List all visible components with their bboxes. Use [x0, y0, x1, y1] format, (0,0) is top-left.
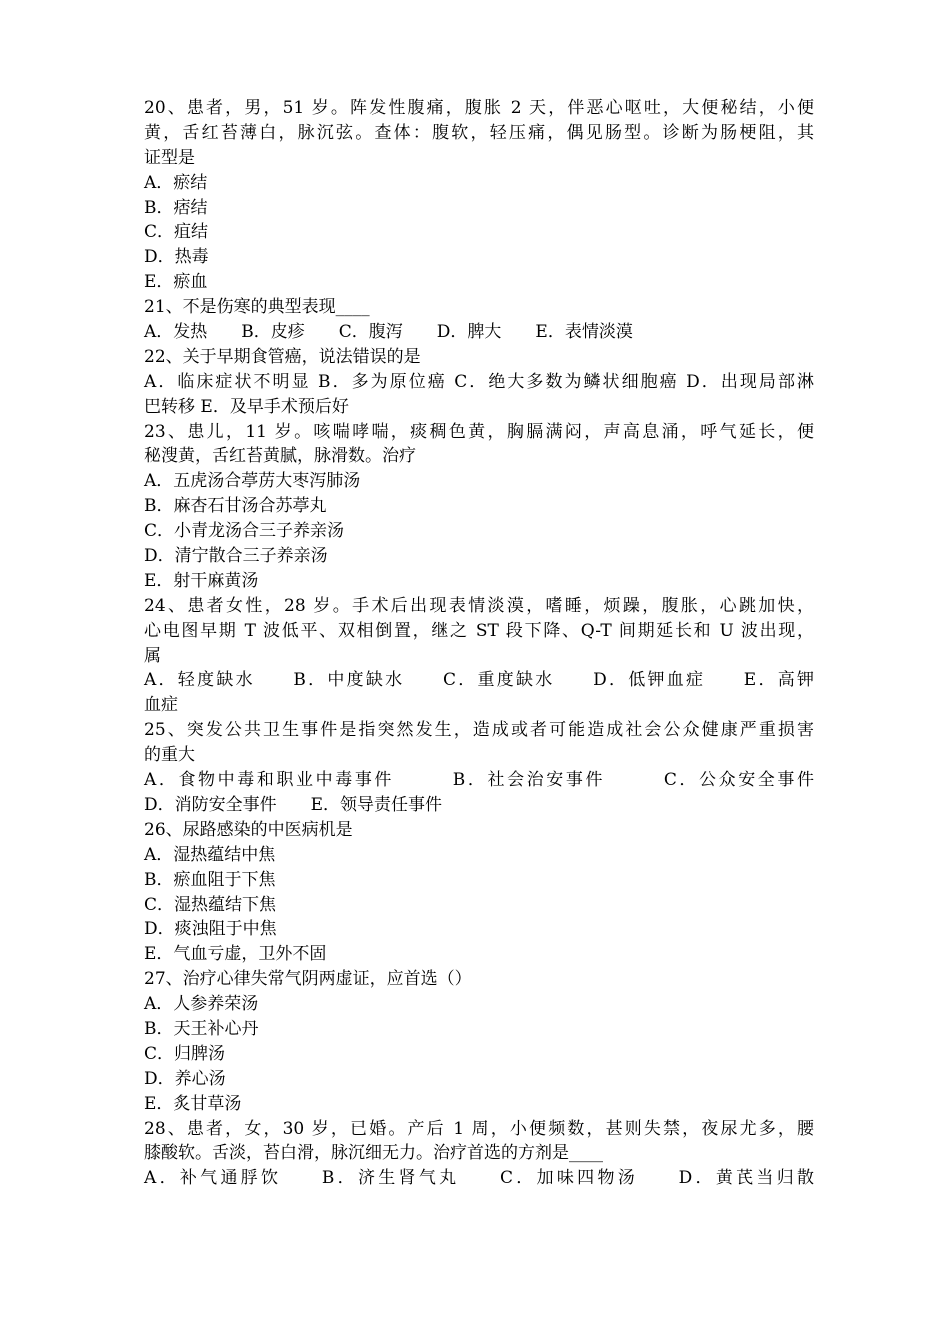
text-line: D．热毒: [144, 247, 209, 268]
text-line: 21、不是伤寒的典型表现____: [144, 297, 370, 318]
text-line: D．消防安全事件 E．领导责任事件: [144, 794, 443, 815]
text-line: 巴转移 E．及早手术预后好: [144, 396, 349, 417]
text-line: A．瘀结: [144, 172, 208, 193]
text-line: C．湿热蕴结下焦: [144, 894, 277, 915]
text-line: 的重大: [144, 745, 195, 766]
text-line: 22、关于早期食管癌，说法错误的是: [144, 346, 421, 367]
text-line: 心电图早期 T 波低平、双相倒置，继之 ST 段下降、Q-T 间期延长和 U 波出现，: [144, 620, 814, 641]
text-line: 26、尿路感染的中医病机是: [144, 819, 353, 840]
text-line: D．清宁散合三子养亲汤: [144, 546, 328, 567]
text-line: B．痞结: [144, 197, 208, 218]
text-line: 28、患者，女，30 岁，已婚。产后 1 周，小便频数，甚则失禁，夜尿尤多，腰: [144, 1118, 814, 1139]
text-line: 黄，舌红苔薄白，脉沉弦。查体：腹软，轻压痛，偶见肠型。诊断为肠梗阻，其: [144, 122, 814, 143]
text-line: A．临床症状不明显 B．多为原位癌 C．绝大多数为鳞状细胞癌 D．出现局部淋: [144, 371, 814, 392]
text-line: A．食物中毒和职业中毒事件 B．社会治安事件 C．公众安全事件: [144, 770, 814, 791]
text-line: B．天王补心丹: [144, 1018, 259, 1039]
text-line: A．补气通脬饮 B．济生肾气丸 C．加味四物汤 D．黄芪当归散: [144, 1168, 814, 1189]
text-line: 23、患儿，11 岁。咳喘哮喘，痰稠色黄，胸膈满闷，声高息涌，呼气延长，便: [144, 421, 814, 442]
text-line: A．轻度缺水 B．中度缺水 C．重度缺水 D．低钾血症 E．高钾: [144, 670, 814, 691]
text-line: 20、患者，男，51 岁。阵发性腹痛，腹胀 2 天，伴恶心呕吐，大便秘结，小便: [144, 98, 814, 118]
text-line: 24、患者女性，28 岁。手术后出现表情淡漠，嗜睡，烦躁，腹胀，心跳加快，: [144, 595, 814, 616]
text-line: 膝酸软。舌淡，苔白滑，脉沉细无力。治疗首选的方剂是____: [144, 1143, 603, 1164]
text-line: B．瘀血阻于下焦: [144, 869, 276, 890]
text-line: A．湿热蕴结中焦: [144, 844, 276, 865]
text-line: B．麻杏石甘汤合苏葶丸: [144, 496, 327, 517]
text-line: D．养心汤: [144, 1068, 226, 1089]
document-body: [144, 96, 814, 1191]
text-line: 血症: [144, 695, 178, 716]
text-line: A．人参养荣汤: [144, 994, 259, 1015]
text-line: 属: [144, 645, 161, 666]
text-line: 秘溲黄，舌红苔黄腻，脉滑数。治疗: [144, 446, 416, 467]
text-line: E．瘀血: [144, 272, 208, 293]
text-line: A．发热 B．皮疹 C．腹泻 D．脾大 E．表情淡漠: [144, 322, 633, 343]
text-line: 证型是: [144, 147, 195, 168]
text-line: E．射干麻黄汤: [144, 570, 259, 591]
text-line: C．归脾汤: [144, 1043, 226, 1064]
text-line: D．痰浊阻于中焦: [144, 919, 277, 940]
text-line: 27、治疗心律失常气阴两虚证，应首选（）: [144, 969, 472, 990]
text-line: E．炙甘草汤: [144, 1093, 242, 1114]
text-line: E．气血亏虚，卫外不固: [144, 944, 327, 965]
text-line: 25、突发公共卫生事件是指突然发生，造成或者可能造成社会公众健康严重损害: [144, 720, 814, 741]
text-line: C．小青龙汤合三子养亲汤: [144, 521, 345, 542]
text-line: C．疽结: [144, 222, 209, 243]
text-line: A．五虎汤合葶苈大枣泻肺汤: [144, 471, 361, 492]
